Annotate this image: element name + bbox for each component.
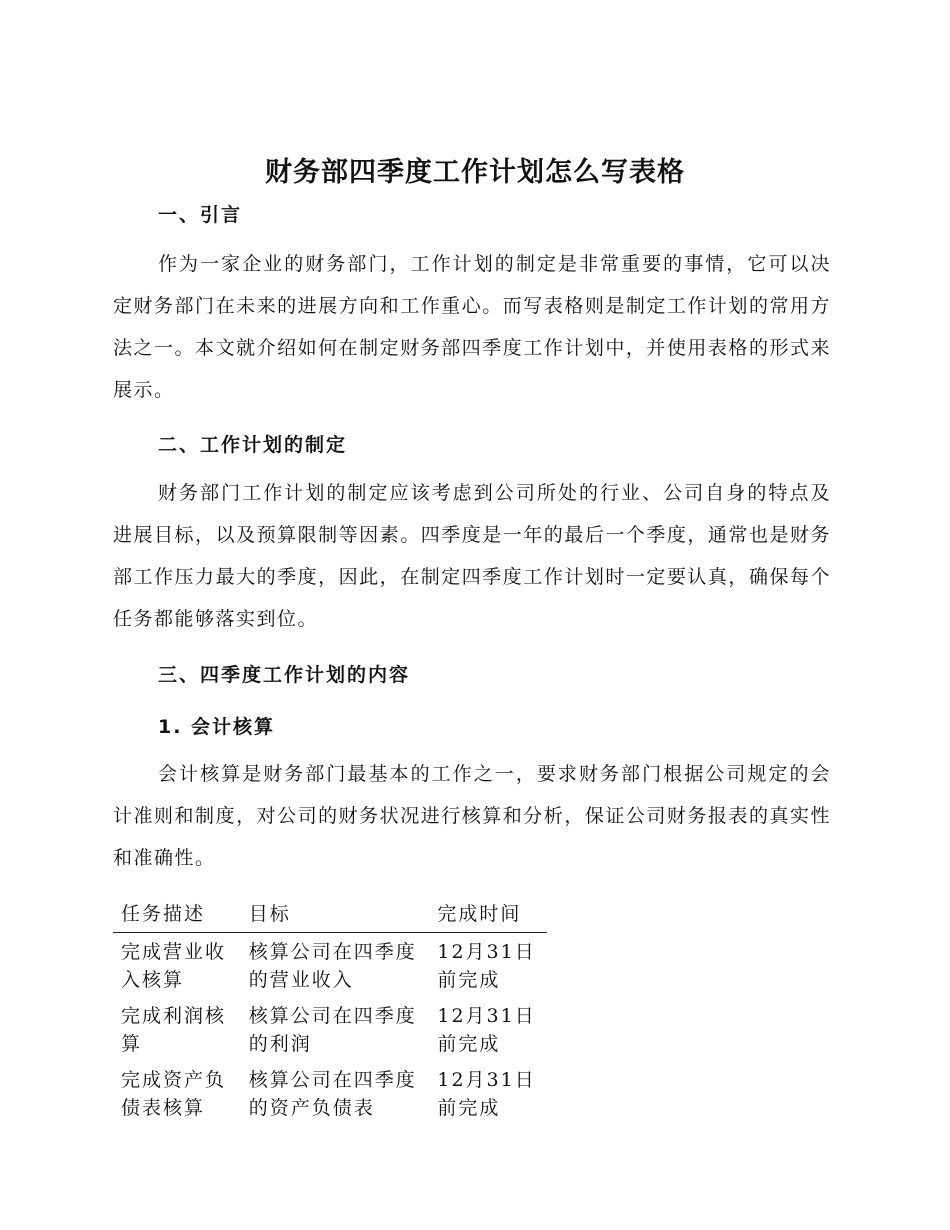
table-cell: 核算公司在四季度的资产负债表: [248, 1069, 417, 1119]
table-header-row: [113, 898, 547, 933]
table-row: [113, 1061, 547, 1125]
document-title: 财务部四季度工作计划怎么写表格: [265, 157, 685, 188]
heading-planning: 二、工作计划的制定: [158, 434, 348, 456]
table-cell: 核算公司在四季度的利润: [248, 1005, 417, 1055]
table-cell: 完成营业收入核算: [121, 941, 227, 991]
table-cell: 12月31日前完成: [437, 1069, 536, 1119]
heading-content: 三、四季度工作计划的内容: [158, 664, 411, 686]
table-header-cell: 任务描述: [113, 898, 241, 933]
plan-table: [113, 898, 547, 1125]
paragraph-accounting: 会计核算是财务部门最基本的工作之一，要求财务部门根据公司规定的会计准则和制度，对公司的财务状况进行核算和分析，保证公司财务报表的真实性和准确性。: [113, 763, 831, 869]
heading-intro: 一、引言: [158, 204, 243, 226]
table-row: [113, 997, 547, 1061]
table-cell: 完成资产负债表核算: [121, 1069, 227, 1119]
table-cell: 核算公司在四季度的营业收入: [248, 941, 417, 991]
table-header-cell: 目标: [241, 898, 430, 933]
table-cell: 12月31日前完成: [437, 941, 536, 991]
heading-accounting: 1. 会计核算: [158, 716, 276, 738]
table-cell: 12月31日前完成: [437, 1005, 536, 1055]
table-row: [113, 933, 547, 998]
table-cell: 完成利润核算: [121, 1005, 227, 1055]
paragraph-intro: 作为一家企业的财务部门，工作计划的制定是非常重要的事情，它可以决定财务部门在未来的进展方向和工作重心。而写表格则是制定工作计划的常用方法之一。本文就介绍如何在制定财务部四季度工作计划中，并使用表格的形式来展示。: [113, 253, 831, 401]
table-header-cell: 完成时间: [429, 898, 547, 933]
paragraph-planning: 财务部门工作计划的制定应该考虑到公司所处的行业、公司自身的特点及进展目标，以及预算限制等因素。四季度是一年的最后一个季度，通常也是财务部工作压力最大的季度，因此，在制定四季度工作计划时一定要认真，确保每个任务都能够落实到位。: [113, 482, 831, 630]
